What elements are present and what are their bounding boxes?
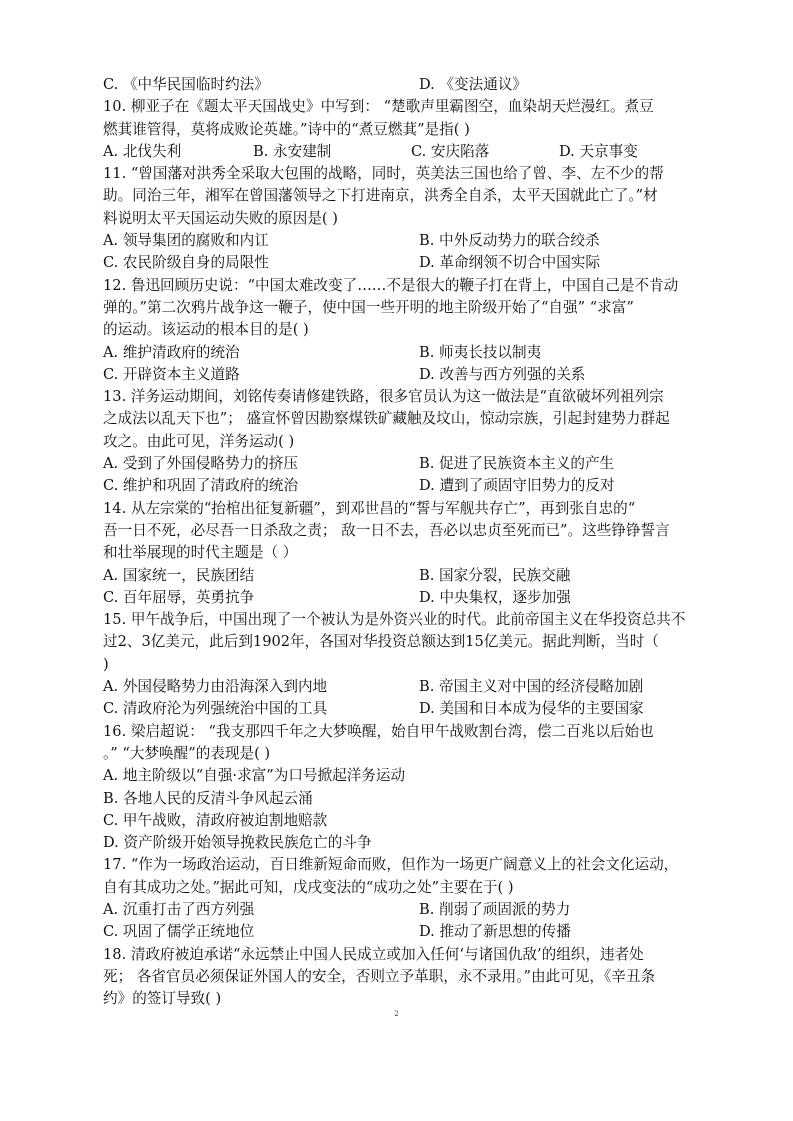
option-c: C. 农民阶级自身的局限性 (103, 254, 269, 272)
question-stem-line: 约》的签订导致( ) (103, 990, 222, 1008)
question (103, 386, 695, 497)
option-a: A. 领导集团的腐败和内讧 (103, 232, 269, 250)
option-a: A. 沉重打击了西方列强 (103, 900, 255, 918)
question-stem-line: 12. 鲁迅回顾历史说：“中国太难改变了……不是很大的鞭子打在背上，中国自己是不肯动 (103, 276, 679, 294)
question-stem-line: 10. 柳亚子在《题太平天国战史》中写到： “楚歌声里霸图空，血染胡天烂漫红。煮豆 (103, 98, 654, 116)
option-a: A. 北伐失利 (103, 142, 182, 160)
option-a: A. 维护清政府的统治 (103, 343, 240, 361)
question-stem-line: 11. “曾国藩对洪秀全采取大包围的战略，同时，英美法三国也给了曾、李、左不少的帮 (103, 165, 664, 183)
option-c: C. 开辟资本主义道路 (103, 365, 240, 383)
question-stem-line: 的运动。该运动的根本目的是( ) (103, 321, 309, 339)
question (103, 163, 695, 274)
option-d: D. 美国和日本成为侵华的主要国家 (419, 700, 644, 718)
question-stem-line: 死； 各省官员必须保证外国人的安全，否则立予革职，永不录用。”由此可见，《辛丑条 (103, 967, 656, 985)
question-stem-line: 弹的。”第二次鸦片战争这一鞭子，使中国一些开明的地主阶级开始了“自强” “求富” (103, 298, 634, 316)
option-row (103, 587, 695, 609)
option-row (103, 565, 695, 587)
question (103, 609, 695, 720)
question (103, 721, 695, 855)
option-c: C. 清政府沦为列强统治中国的工具 (103, 700, 328, 718)
option-row (103, 230, 695, 252)
question-stem-line: 14. 从左宗棠的“抬棺出征复新疆”，到邓世昌的“誓与军舰共存亡”，再到张自忠的“ (103, 499, 636, 517)
option-b: B. 各地人民的反清斗争风起云涌 (103, 789, 313, 807)
option-d: D. 天京事变 (559, 142, 638, 160)
option-row (103, 899, 695, 921)
option-b: B. 永安建制 (253, 142, 332, 160)
option-b: B. 促进了民族资本主义的产生 (419, 455, 615, 473)
option-d: D. 遭到了顽固守旧势力的反对 (419, 477, 615, 495)
option-b: B. 国家分裂，民族交融 (419, 566, 571, 584)
option-d: D. 推动了新思想的传播 (419, 923, 571, 941)
question-stem-line: 过2、3亿美元，此后到1902年，各国对华投资总额达到15亿美元。据此判断，当时（ (103, 633, 659, 651)
option-a: A. 外国侵略势力由沿海深入到内地 (103, 678, 328, 696)
question-stem-line: 和壮举展现的时代主题是（ ） (103, 544, 298, 562)
question-stem-line: 17. “作为一场政治运动，百日维新短命而败，但作为一场更广阔意义上的社会文化运动， (103, 856, 679, 874)
question-stem-line: 。” “大梦唤醒”的表现是( ) (103, 744, 271, 762)
option-row (103, 921, 695, 943)
option-a: A. 受到了外国侵略势力的挤压 (103, 455, 298, 473)
question-stem-line: 之成法以乱天下也”； 盛宣怀曾因勘察煤铁矿藏触及坟山，惊动宗族，引起封建势力群起 (103, 410, 670, 428)
option-b: B. 中外反动势力的联合绞杀 (419, 232, 600, 250)
question-list (103, 74, 695, 1010)
option-d: D. 《变法通议》 (419, 76, 528, 93)
question-stem-line: 料说明太平天国运动失败的原因是( ) (103, 209, 338, 227)
option-d: D. 改善与西方列强的关系 (419, 365, 586, 383)
option-b: B. 削弱了顽固派的势力 (419, 900, 571, 918)
question-stem-line: 13. 洋务运动期间，刘铭传奏请修建铁路，很多官员认为这一做法是“直欲破坏列祖列宗 (103, 388, 664, 406)
question-stem-line: 自有其成功之处。”据此可知，戊戌变法的“成功之处”主要在于( ) (103, 878, 514, 896)
option-row (103, 252, 695, 274)
option-d: D. 中央集权，逐步加强 (419, 588, 571, 606)
option-row (103, 475, 695, 497)
option-c: C. 《中华民国临时约法》 (103, 76, 269, 93)
option-row (103, 141, 695, 163)
question-stem-line: 助。同治三年，湘军在曾国藩领导之下打进南京，洪秀全自杀，太平天国就此亡了。”材 (103, 187, 658, 205)
question-stem-line: ) (103, 655, 109, 673)
option-row (103, 453, 695, 475)
option-a: A. 国家统一，民族团结 (103, 566, 255, 584)
option-c: C. 百年屈辱，英勇抗争 (103, 588, 255, 606)
option-b: B. 帝国主义对中国的经济侵略加剧 (419, 678, 644, 696)
question (103, 944, 695, 1011)
question-stem-line: 吾一日不死，必尽吾一日杀敌之责； 敌一日不去，吾必以忠贞至死而已”。这些铮铮誓言 (103, 521, 670, 539)
option-d: D. 资产阶级开始领导挽救民族危亡的斗争 (103, 834, 372, 852)
question-stem-line: 攻之。由此可见，洋务运动( ) (103, 432, 295, 450)
question (103, 275, 695, 386)
question-stem-line: 18. 清政府被迫承诺“永远禁止中国人民成立或加入任何‘与诸国仇敌’的组织，违者处 (103, 945, 644, 963)
option-row (103, 74, 695, 96)
option-row (103, 698, 695, 720)
question-stem-line: 燃萁谁管得，莫将成败论英雄。”诗中的“煮豆燃萁”是指( ) (103, 120, 470, 138)
option-row (103, 342, 695, 364)
option-d: D. 革命纲领不切合中国实际 (419, 254, 600, 272)
option-c: C. 维护和巩固了清政府的统治 (103, 477, 299, 495)
page-number: 2 (394, 1010, 399, 1018)
question (103, 854, 695, 943)
option-a: A. 地主阶级以“自强·求富”为口号掀起洋务运动 (103, 767, 406, 785)
option-c: C. 安庆陷落 (411, 142, 490, 160)
question (103, 96, 695, 163)
question-stem-line: 15. 甲午战争后，中国出现了一个被认为是外资兴业的时代。此前帝国主义在华投资总共不 (103, 611, 686, 629)
option-c: C. 巩固了儒学正统地位 (103, 923, 255, 941)
option-c: C. 甲午战败，清政府被迫割地赔款 (103, 811, 328, 829)
question-stem-line: 16. 梁启超说： “我支那四千年之大梦唤醒，始自甲午战败割台湾，偿二百兆以后始也 (103, 722, 654, 740)
question (103, 498, 695, 609)
option-b: B. 师夷长技以制夷 (419, 343, 542, 361)
option-row (103, 676, 695, 698)
option-row (103, 364, 695, 386)
